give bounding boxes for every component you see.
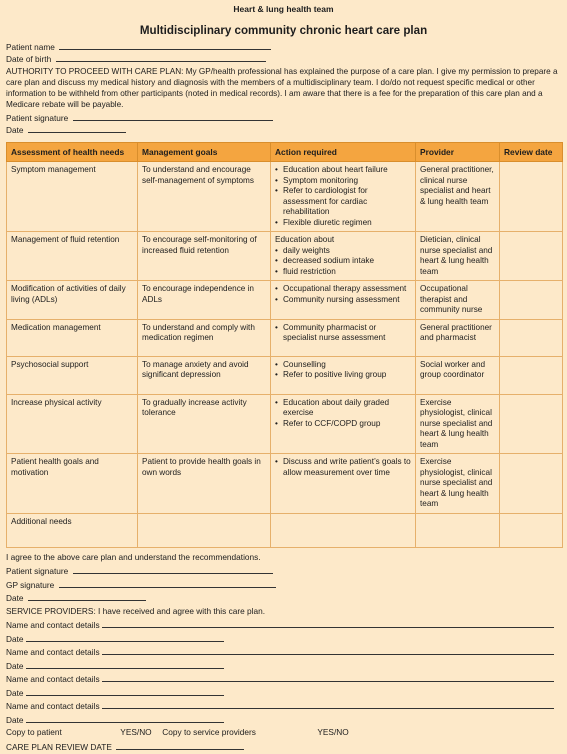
copy-patient-choice[interactable]: YES/NO: [120, 727, 152, 737]
provider-date-label: Date: [6, 633, 24, 644]
cell-action: [271, 281, 416, 320]
copies-row: [6, 726, 561, 740]
copy-patient-label: Copy to patient: [6, 727, 62, 737]
service-providers-text: SERVICE PROVIDERS: I have received and agree with this care plan.: [6, 605, 266, 616]
cell-provider: Exercise physiologist, clinical nurse specialist and heart & lung health team: [416, 394, 500, 454]
action-list: [275, 323, 411, 344]
action-item: • decreased sodium intake: [283, 256, 411, 267]
action-item: • Community nursing assessment: [283, 295, 411, 306]
table-row: [7, 454, 563, 514]
provider-name-label: Name and contact details: [6, 674, 100, 684]
provider-name-row: [6, 672, 561, 686]
action-item: • Counselling: [283, 360, 411, 371]
cell-action: [271, 162, 416, 232]
provider-date-field[interactable]: [26, 632, 224, 642]
agree-patient-signature-field[interactable]: [73, 564, 273, 574]
action-item: • Community pharmacist or specialist nurse assessment: [283, 323, 411, 344]
action-list: [275, 165, 411, 228]
cell-goal: To understand and encourage self-management of symptoms: [138, 162, 271, 232]
cell-need: Patient health goals and motivation: [7, 454, 138, 514]
dob-label: Date of birth: [6, 54, 52, 64]
consent-signature-label: Patient signature: [6, 113, 69, 123]
provider-name-label: Name and contact details: [6, 701, 100, 711]
cell-provider: General practitioner and pharmacist: [416, 319, 500, 356]
footer-section: [6, 551, 561, 754]
gp-signature-row: [6, 578, 561, 592]
header-goals: Management goals: [138, 143, 271, 162]
cell-action: [271, 513, 416, 547]
cell-need: Modification of activities of daily living (ADLs): [7, 281, 138, 320]
table-row: [7, 394, 563, 454]
cell-review-date[interactable]: [500, 513, 563, 547]
action-item: • Refer to cardiologist for assessment for cardiac rehabilitation: [283, 186, 411, 218]
cell-review-date[interactable]: [500, 281, 563, 320]
consent-date-label: Date: [6, 125, 24, 135]
table-header-row: [7, 143, 563, 162]
cell-need: Management of fluid retention: [7, 232, 138, 281]
action-item: • Education about daily graded exercise: [283, 398, 411, 419]
action-list: [275, 398, 411, 430]
action-list: [275, 360, 411, 381]
cell-provider: General practitioner, clinical nurse specialist and heart & lung health team: [416, 162, 500, 232]
cell-goal: To encourage independence in ADLs: [138, 281, 271, 320]
cell-action: [271, 356, 416, 394]
dob-field[interactable]: [56, 52, 266, 62]
header-provider: Provider: [416, 143, 500, 162]
patient-name-row: [6, 40, 561, 52]
provider-date-row: [6, 659, 561, 673]
provider-name-field[interactable]: [102, 699, 554, 709]
patient-name-field[interactable]: [59, 40, 271, 50]
cell-review-date[interactable]: [500, 454, 563, 514]
action-item: • Flexible diuretic regimen: [283, 218, 411, 229]
gp-signature-field[interactable]: [59, 578, 276, 588]
provider-date-label: Date: [6, 687, 24, 698]
patient-name-label: Patient name: [6, 42, 55, 52]
provider-name-label: Name and contact details: [6, 647, 100, 657]
cell-action: [271, 232, 416, 281]
copy-providers-label: Copy to service providers: [162, 727, 256, 737]
provider-date-row: [6, 686, 561, 700]
cell-goal: To gradually increase activity tolerance: [138, 394, 271, 454]
action-item: • fluid restriction: [283, 267, 411, 278]
agree-date-label: Date: [6, 593, 24, 603]
cell-goal: To encourage self-monitoring of increased fluid retention: [138, 232, 271, 281]
cell-need: Increase physical activity: [7, 394, 138, 454]
cell-goal: To understand and comply with medication regimen: [138, 319, 271, 356]
table-row: [7, 281, 563, 320]
provider-name-field[interactable]: [102, 618, 554, 628]
consent-date-field[interactable]: [28, 123, 126, 133]
cell-need: Symptom management: [7, 162, 138, 232]
cell-need: Psychosocial support: [7, 356, 138, 394]
dob-row: [6, 52, 561, 64]
action-list: [275, 284, 411, 305]
provider-name-field[interactable]: [102, 672, 554, 682]
cell-goal: [138, 513, 271, 547]
consent-date-row: [6, 123, 561, 135]
provider-name-label: Name and contact details: [6, 620, 100, 630]
cell-need: Medication management: [7, 319, 138, 356]
provider-name-row: [6, 645, 561, 659]
action-item: • Refer to positive living group: [283, 370, 411, 381]
provider-date-field[interactable]: [26, 659, 224, 669]
consent-signature-field[interactable]: [73, 111, 273, 121]
agree-date-row: [6, 591, 561, 605]
copy-providers-choice[interactable]: YES/NO: [317, 727, 349, 737]
provider-date-label: Date: [6, 714, 24, 725]
action-item: • Refer to CCF/COPD group: [283, 419, 411, 430]
action-item: • Discuss and write patient’s goals to allow measurement over time: [283, 457, 411, 478]
header-action: Action required: [271, 143, 416, 162]
review-date-field[interactable]: [116, 740, 244, 750]
action-item: • Education about heart failure: [283, 165, 411, 176]
cell-review-date[interactable]: [500, 394, 563, 454]
cell-goal: To manage anxiety and avoid significant depression: [138, 356, 271, 394]
gp-signature-label: GP signature: [6, 579, 55, 590]
table-row: [7, 319, 563, 356]
cell-provider: Dietician, clinical nurse specialist and heart & lung health team: [416, 232, 500, 281]
cell-review-date[interactable]: [500, 232, 563, 281]
cell-action: [271, 394, 416, 454]
header-assessment: Assessment of health needs: [7, 143, 138, 162]
cell-provider: Occupational therapist and community nurse: [416, 281, 500, 320]
provider-date-row: [6, 713, 561, 727]
action-intro: Education about: [275, 235, 335, 244]
agree-date-field[interactable]: [28, 591, 146, 601]
review-date-label: CARE PLAN REVIEW DATE: [6, 741, 112, 752]
table-row: [7, 232, 563, 281]
table-row: [7, 162, 563, 232]
page-title: Multidisciplinary community chronic heart care plan: [139, 24, 428, 37]
provider-date-field[interactable]: [26, 713, 224, 723]
cell-review-date[interactable]: [500, 319, 563, 356]
action-list: [275, 457, 411, 478]
team-name: Heart & lung health team: [233, 4, 334, 14]
agree-patient-signature-label: Patient signature: [6, 566, 69, 576]
provider-name-field[interactable]: [102, 645, 554, 655]
care-plan-table: [6, 142, 563, 548]
provider-date-row: [6, 632, 561, 646]
agree-patient-signature-row: [6, 564, 561, 578]
provider-name-row: [6, 618, 561, 632]
action-item: • Occupational therapy assessment: [283, 284, 411, 295]
cell-provider: Social worker and group coordinator: [416, 356, 500, 394]
providers-block: [6, 618, 561, 726]
table-row: [7, 356, 563, 394]
cell-provider: [416, 513, 500, 547]
table-row: [7, 513, 563, 547]
cell-goal: Patient to provide health goals in own words: [138, 454, 271, 514]
cell-review-date[interactable]: [500, 162, 563, 232]
review-date-row: [6, 740, 561, 754]
authority-text: AUTHORITY TO PROCEED WITH CARE PLAN: My GP/health professional has explained the purpose of a care plan. I give my permission to prepare a care plan and discuss my medical history and diagnosis with the members of a multidisciplinary team. I do/do not request specific medical or other information to be withheld from other participants (noted in medical records). I am aware that there is a fee for the preparation of this care plan and a Medicare rebate will be payable.: [6, 67, 558, 109]
cell-provider: Exercise physiologist, clinical nurse specialist and heart & lung health team: [416, 454, 500, 514]
cell-action: [271, 454, 416, 514]
consent-signature-row: [6, 111, 561, 123]
provider-name-row: [6, 699, 561, 713]
cell-review-date[interactable]: [500, 356, 563, 394]
provider-date-field[interactable]: [26, 686, 224, 696]
action-item: • daily weights: [283, 246, 411, 257]
cell-need: Additional needs: [7, 513, 138, 547]
action-list: [275, 246, 411, 278]
header-review-date: Review date: [500, 143, 563, 162]
cell-action: [271, 319, 416, 356]
agreement-text: I agree to the above care plan and understand the recommendations.: [6, 551, 261, 562]
provider-date-label: Date: [6, 660, 24, 671]
action-item: • Symptom monitoring: [283, 176, 411, 187]
